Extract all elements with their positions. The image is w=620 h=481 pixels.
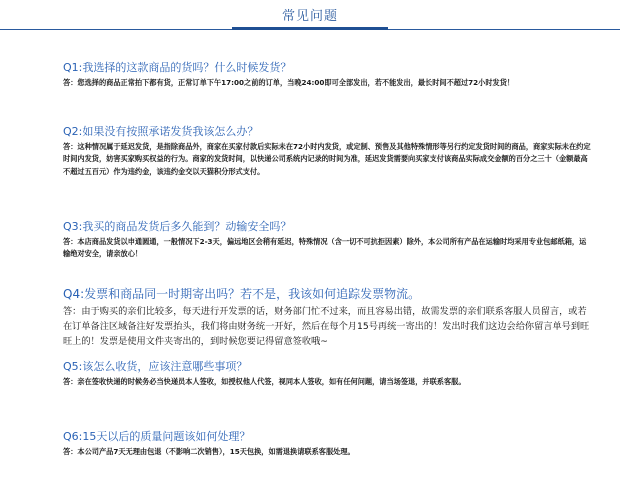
- faq-item-3: [63, 219, 593, 261]
- faq-item-4: [63, 286, 593, 349]
- faq-question: Q4:发票和商品同一时期寄出吗？若不是，我该如何追踪发票物流。: [63, 287, 421, 301]
- faq-item-2: [63, 124, 593, 178]
- faq-item-5: [63, 359, 593, 388]
- faq-question: Q3:我买的商品发货后多久能到？动输安全吗？: [63, 220, 292, 233]
- page-header: [0, 0, 620, 30]
- faq-question: Q5:该怎么收货，应该注意哪些事项？: [63, 360, 248, 373]
- header-underline-accent: [232, 27, 388, 30]
- faq-item-6: [63, 429, 593, 458]
- faq-item-1: [63, 60, 593, 89]
- faq-answer: 答：本店商品发货以申通圆通，一般情况下2-3天，偏远地区会稍有延迟，特殊情况（含一切不可抗拒因素）除外，本公司所有产品在运输时均采用专业包邮纸箱，运输绝对安全，请亲放心！: [63, 237, 587, 259]
- faq-question: Q6:15天以后的质量问题该如何处理？: [63, 430, 251, 443]
- faq-answer: 答：由于购买的亲们比较多，每天进行开发票的话，财务部门忙不过来，而且容易出错，故需发票的亲们联系客服人员留言，或若在订单备注区域备注好发票抬头，我们将由财务统一开好，然后在每个月15号再统一寄出的！发出时我们这边会给你留言单号到旺旺上的！发票是使用文件夹寄出的，到时候您要记得留意签收哦~: [63, 306, 590, 347]
- faq-answer: 答：本公司产品7天无理由包退（不影响二次销售），15天包换，如需退换请联系客服处理。: [63, 447, 355, 456]
- faq-question: Q1:我选择的这款商品的货吗？什么时候发货？: [63, 61, 292, 74]
- faq-question: Q2:如果没有按照承诺发货我该怎么办？: [63, 125, 259, 138]
- page-title: 常见问题: [281, 9, 338, 24]
- faq-answer: 答：这种情况属于延迟发货，是指除商品外，商家在买家付款后实际未在72小时内发货，或定制、预售及其他特殊情形等另行约定发货时间的商品，商家实际未在约定时间内发货，妨害买家购买权益的行为。商家的发货时间，以快递公司系统内记录的时间为准，延迟发货需要向买家支付该商品实际成交金额的百分之三十（金额最高不超过五百元）作为违约金，该违约金交以天猫积分形式支付。: [63, 142, 591, 176]
- faq-answer: 答：您选择的商品正常拍下都有货，正常订单下午17:00之前的订单，当晚24:00即可全部发出，若不能发出，最长时间不超过72小时发货！: [63, 78, 515, 87]
- faq-answer: 答：亲在签收快递的时候务必当快递员本人签收，如授权他人代签，视同本人签收，如有任何问题，请当场签退，并联系客服。: [63, 377, 466, 386]
